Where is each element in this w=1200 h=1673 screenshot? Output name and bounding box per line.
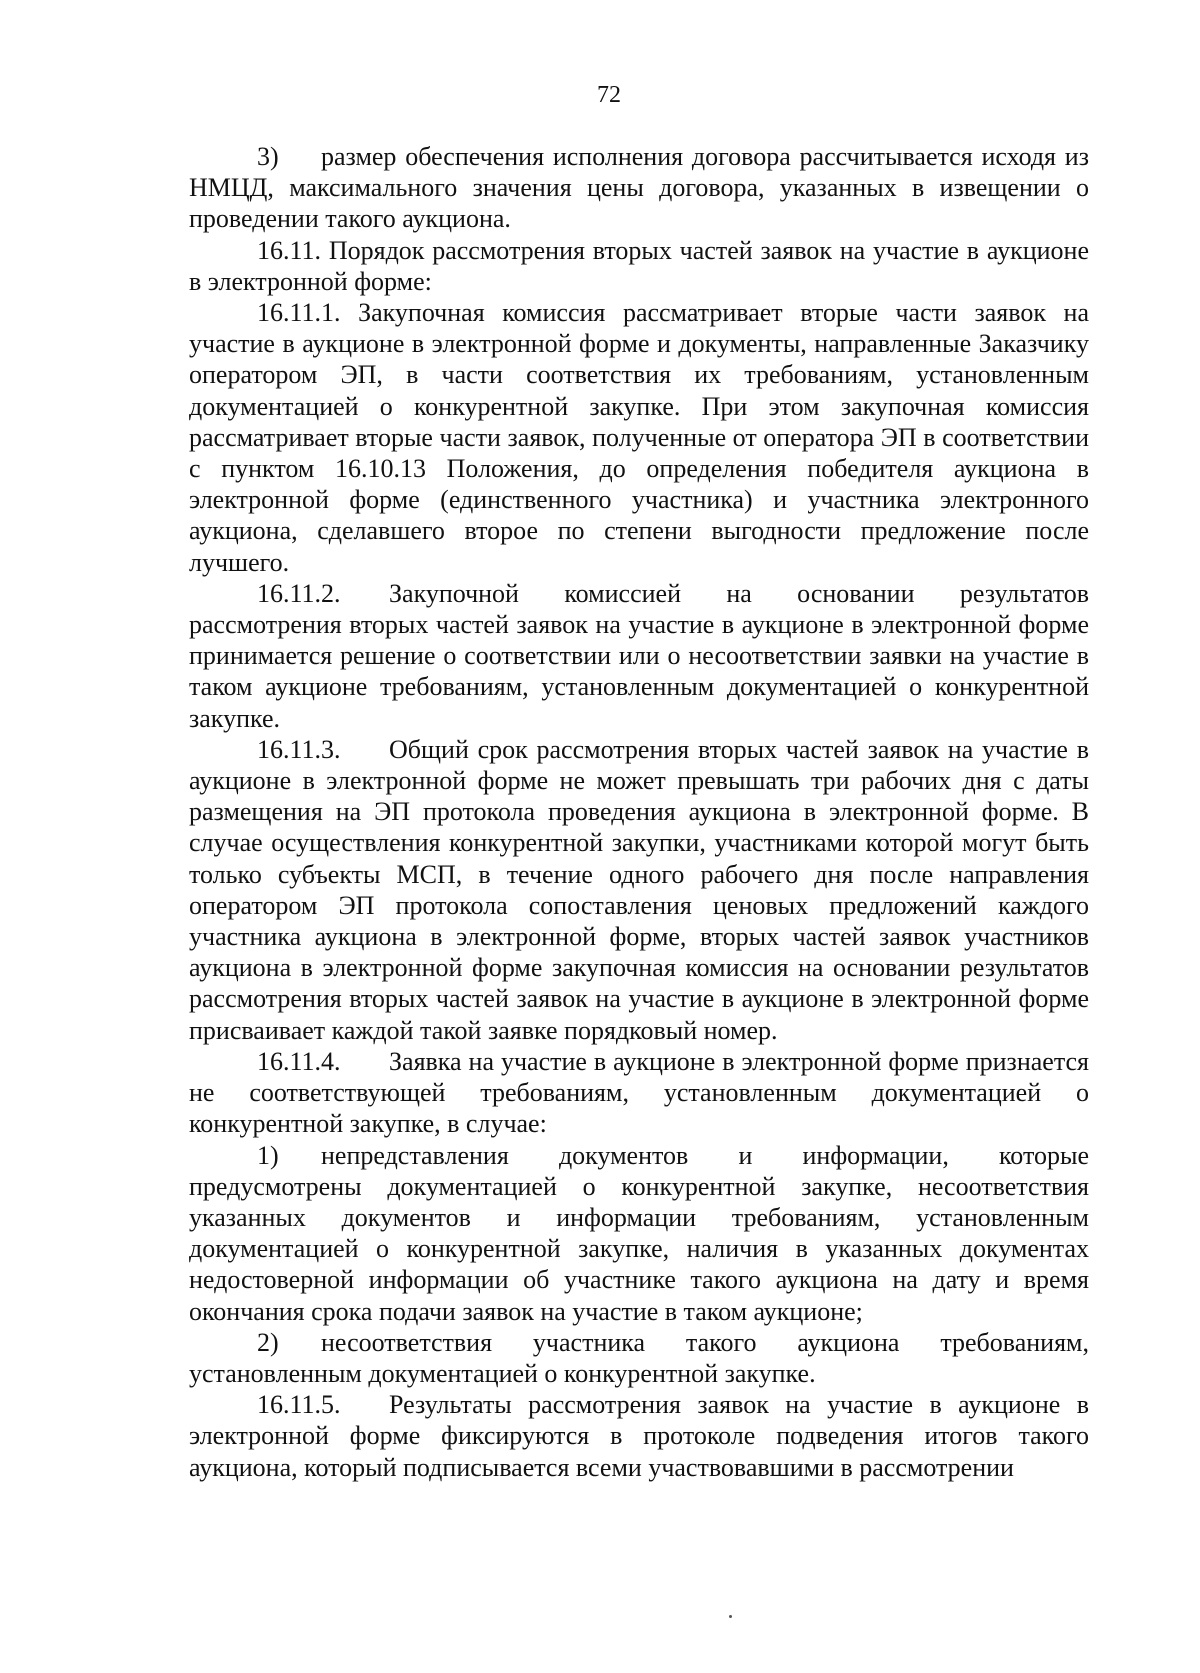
paragraph-2-list-item [189,1327,1089,1389]
paragraph-text: Закупочной комиссией на основании результатов рассмотрения вторых частей заявок на участие в аукционе в электронной форме принимается решение о соответствии или о несоответствии заявки на участие в таком аукционе требованиям, установленным документацией о конкурентной закупке. [189,578,1089,733]
clause-number: 16.11.3. [257,734,341,764]
item-marker: 1) [257,1140,279,1170]
paragraph-text: размер обеспечения исполнения договора рассчитывается исходя из НМЦД, максимального значения цены договора, указанных в извещении о проведении такого аукциона. [189,142,1089,234]
document-body [189,141,1089,1483]
scan-speck [729,1615,732,1618]
paragraph-1-list-item [189,1140,1089,1327]
paragraph-16-11-3 [189,734,1089,1046]
paragraph-16-11-1 [189,297,1089,578]
paragraph-text: несоответствия участника такого аукциона требованиям, установленным документацией о конкурентной закупке. [189,1327,1089,1388]
paragraph-16-11-5 [189,1389,1089,1483]
paragraph-3-list-item [189,141,1089,235]
paragraph-16-11 [189,235,1089,297]
clause-number: 16.11.4. [257,1046,341,1076]
paragraph-text: Результаты рассмотрения заявок на участие в аукционе в электронной форме фиксируются в протоколе подведения итогов такого аукциона, который подписывается всеми участвовавшими в рассмотрении [189,1390,1089,1482]
page-number: 72 [597,82,621,108]
paragraph-16-11-2 [189,578,1089,734]
paragraph-text: Общий срок рассмотрения вторых частей заявок на участие в аукционе в электронной форме не может превышать три рабочих дня с даты размещения на ЭП протокола проведения аукциона в электронной форме. В случае осуществления конкурентной закупки, участниками которой могут быть только субъекты МСП, в течение одного рабочего дня после направления оператором ЭП протокола сопоставления ценовых предложений каждого участника аукциона в электронной форме, вторых частей заявок участников аукциона в электронной форме закупочная комиссия на основании результатов рассмотрения вторых частей заявок на участие в аукционе в электронной форме присваивает каждой такой заявке порядковый номер. [189,734,1089,1045]
paragraph-16-11-4 [189,1046,1089,1140]
paragraph-text: 16.11.1. Закупочная комиссия рассматривает вторые части заявок на участие в аукционе в электронной форме и документы, направленные Заказчику оператором ЭП, в части соответствия их требованиям, установленным документацией о конкурентной закупке. При этом закупочная комиссия рассматривает вторые части заявок, полученные от оператора ЭП в соответствии с пунктом 16.10.13 Положения, до определения победителя аукциона в электронной форме (единственного участника) и участника электронного аукциона, сделавшего второе по степени выгодности предложение после лучшего. [189,298,1089,577]
item-marker: 2) [257,1327,279,1357]
paragraph-text: Заявка на участие в аукционе в электронной форме признается не соответствующей требованиям, установленным документацией о конкурентной закупке, в случае: [189,1046,1089,1139]
item-marker: 3) [257,142,279,171]
clause-number: 16.11.2. [257,578,341,608]
paragraph-text: 16.11. Порядок рассмотрения вторых частей заявок на участие в аукционе в электронной форме: [189,235,1089,296]
paragraph-text: непредставления документов и информации, которые предусмотрены документацией о конкурентной закупке, несоответствия указанных документов и информации требованиям, установленным документацией о конкурентной закупке, наличия в указанных документах недостоверной информации об участнике такого аукциона на дату и время окончания срока подачи заявок на участие в таком аукционе; [189,1140,1089,1326]
clause-number: 16.11.5. [257,1390,341,1420]
